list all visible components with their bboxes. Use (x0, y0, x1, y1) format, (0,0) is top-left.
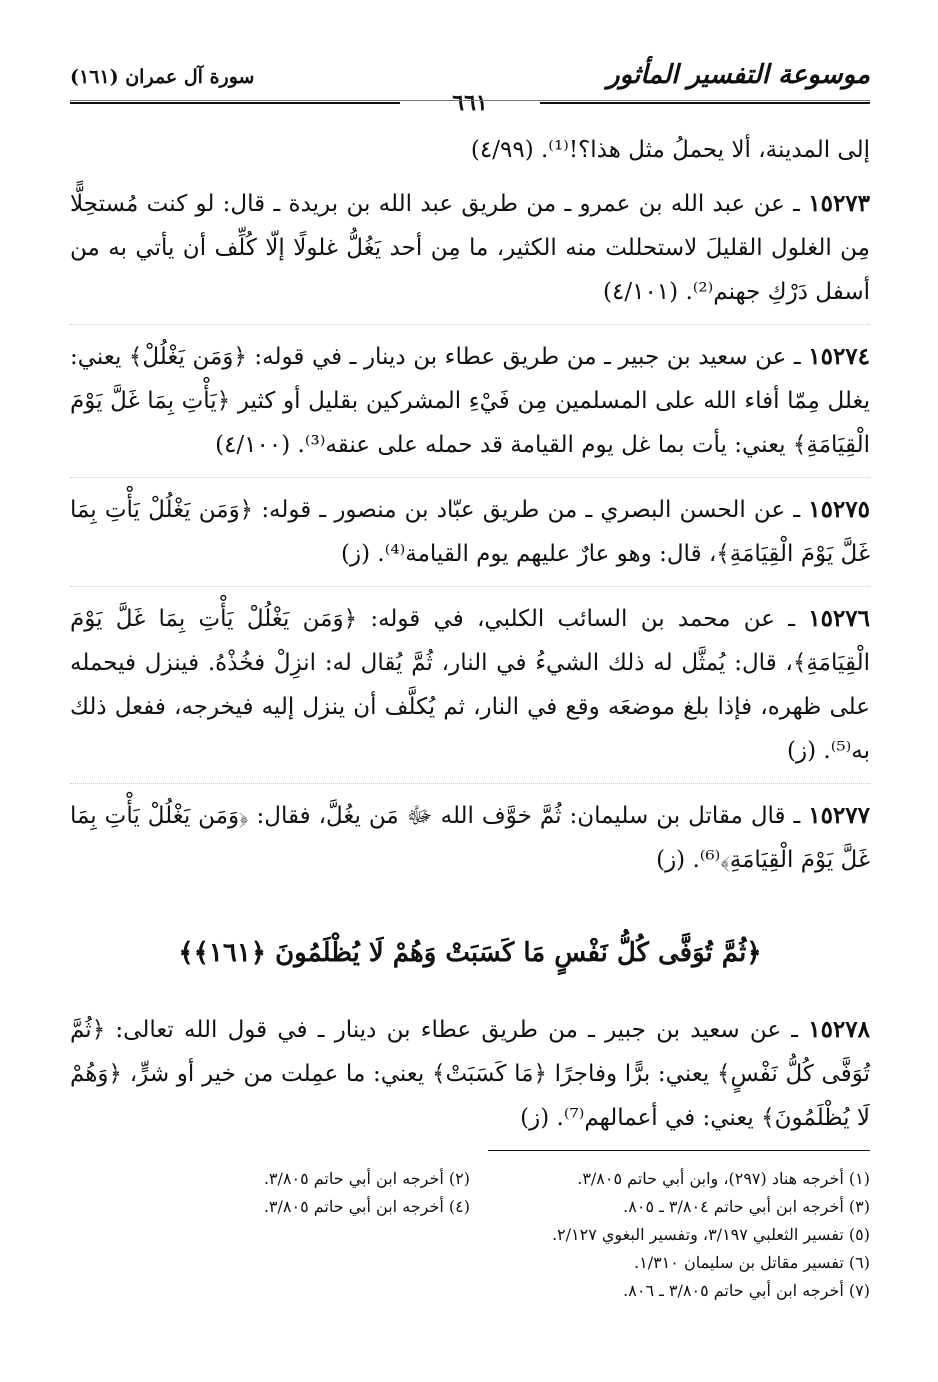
main-text (70, 128, 870, 882)
entry-number: ١٥٢٧٣ (808, 190, 871, 217)
entry (70, 1008, 870, 1140)
entry (70, 335, 870, 467)
sura-title: سورة آل عمران (١٦١) (70, 66, 255, 88)
footnotes (70, 1165, 870, 1305)
entry (70, 488, 870, 576)
quran-verse: ﴿ثُمَّ تُوَفَّى كُلُّ نَفْسٍ مَا كَسَبَتْ وَهُمْ لَا يُظْلَمُونَ ﴿١٦١﴾﴾ (178, 938, 762, 968)
header-rule-left (70, 102, 400, 104)
page-header (70, 60, 870, 120)
entry-number: ١٥٢٧٥ (808, 496, 870, 523)
footnote: (٢) أخرجه ابن أبي حاتم ٣/٨٠٥. (263, 1169, 470, 1188)
entry-text: ـ عن عبد الله بن عمرو ـ من طريق عبد الله بن بريدة ـ قال: لو كنت مُستحِلًّا مِن الغلول القليلَ لاستحللت منه الكثير، ما مِن أحد يَغُلُّ غلولًا إلّا كُلِّف أن يأتي به من أسفل دَرْكِ جهنم⁽²⁾. (٤/١٠١) (70, 191, 870, 305)
entry-number: ١٥٢٧٤ (808, 343, 871, 370)
entry-number: ١٥٢٧٦ (808, 605, 870, 632)
footnote-divider (488, 1150, 870, 1151)
entry-number: ١٥٢٧٧ (808, 802, 870, 829)
entry (70, 182, 870, 314)
footnote: (٥) تفسير الثعلبي ٣/١٩٧، وتفسير البغوي ٢/١٢٧. (551, 1225, 870, 1244)
entry-separator (70, 586, 870, 587)
entry-separator (70, 324, 870, 325)
entry-separator (70, 477, 870, 478)
entry-number: ١٥٢٧٨ (808, 1016, 870, 1043)
entry-text: ـ عن سعيد بن جبير ـ من طريق عطاء بن دينار ـ في قوله: ﴿وَمَن يَغْلُلْ﴾ يعني: يغلل مِمّا أفاء الله على المسلمين مِن فَيْءِ المشركين بقليل أو كثير ﴿يَأْتِ بِمَا غَلَّ يَوْمَ الْقِيَامَةِ﴾ يعني: يأت بما غل يوم القيامة قد حمله على عنقه⁽³⁾. (٤/١٠٠) (70, 344, 870, 458)
entry (70, 794, 870, 882)
page-number: ٦٦١ (452, 90, 488, 116)
entry-text: ـ عن سعيد بن جبير ـ من طريق عطاء بن دينار ـ في قول الله تعالى: ﴿ثُمَّ تُوَفَّى كُلُّ نَفْسٍ﴾ يعني: برًّا وفاجرًا ﴿مَا كَسَبَتْ﴾ يعني: ما عمِلت من خير أو شرٍّ، ﴿وَهُمْ لَا يُظْلَمُونَ﴾ يعني: في أعمالهم⁽⁷⁾. (ز) (70, 1017, 870, 1131)
footnote: (٤) أخرجه ابن أبي حاتم ٣/٨٠٥. (263, 1197, 470, 1216)
entry (70, 597, 870, 773)
main-text-continued (70, 1008, 870, 1140)
footnote: (٦) تفسير مقاتل بن سليمان ١/٣١٠. (634, 1253, 870, 1272)
book-title: موسوعة التفسير المأثور (607, 60, 870, 90)
footnote: (١) أخرجه هناد (٢٩٧)، وابن أبي حاتم ٣/٨٠٥. (577, 1169, 870, 1188)
entry-text: ـ عن الحسن البصري ـ من طريق عبّاد بن منصور ـ قوله: ﴿وَمَن يَغْلُلْ يَأْتِ بِمَا غَلَّ يَوْمَ الْقِيَامَةِ﴾، قال: وهو عارٌ عليهم يوم القيامة⁽⁴⁾. (ز) (70, 497, 870, 567)
lead-line: إلى المدينة، ألا يحملُ مثل هذا؟!⁽¹⁾. (٤/٩٩) (470, 137, 870, 163)
footnote: (٧) أخرجه ابن أبي حاتم ٣/٨٠٥ ـ ٨٠٦. (623, 1281, 870, 1300)
entry-separator (70, 783, 870, 784)
entry-text: ـ قال مقاتل بن سليمان: ثُمَّ خوَّف الله ﷻ مَن يغُلَّ، فقال: ﴿وَمَن يَغْلُلْ يَأْتِ بِمَا غَلَّ يَوْمَ الْقِيَامَةِ﴾⁽⁶⁾. (ز) (70, 803, 870, 873)
footnote: (٣) أخرجه ابن أبي حاتم ٣/٨٠٤ ـ ٨٠٥. (623, 1197, 870, 1216)
header-rule-right (540, 102, 870, 104)
entry-text: ـ عن محمد بن السائب الكلبي، في قوله: ﴿وَمَن يَغْلُلْ يَأْتِ بِمَا غَلَّ يَوْمَ الْقِيَامَةِ﴾، قال: يُمثَّل له ذلك الشيءُ في النار، ثُمَّ يُقال له: انزِلْ فخُذْهُ. فينزل فيحمله على ظهره، فإذا بلغ موضعَه وقع في النار، ثم يُكلَّف أن ينزل إليه فيخرجه، ففعل ذلك به⁽⁵⁾. (ز) (70, 606, 870, 764)
header-divider (70, 100, 870, 101)
